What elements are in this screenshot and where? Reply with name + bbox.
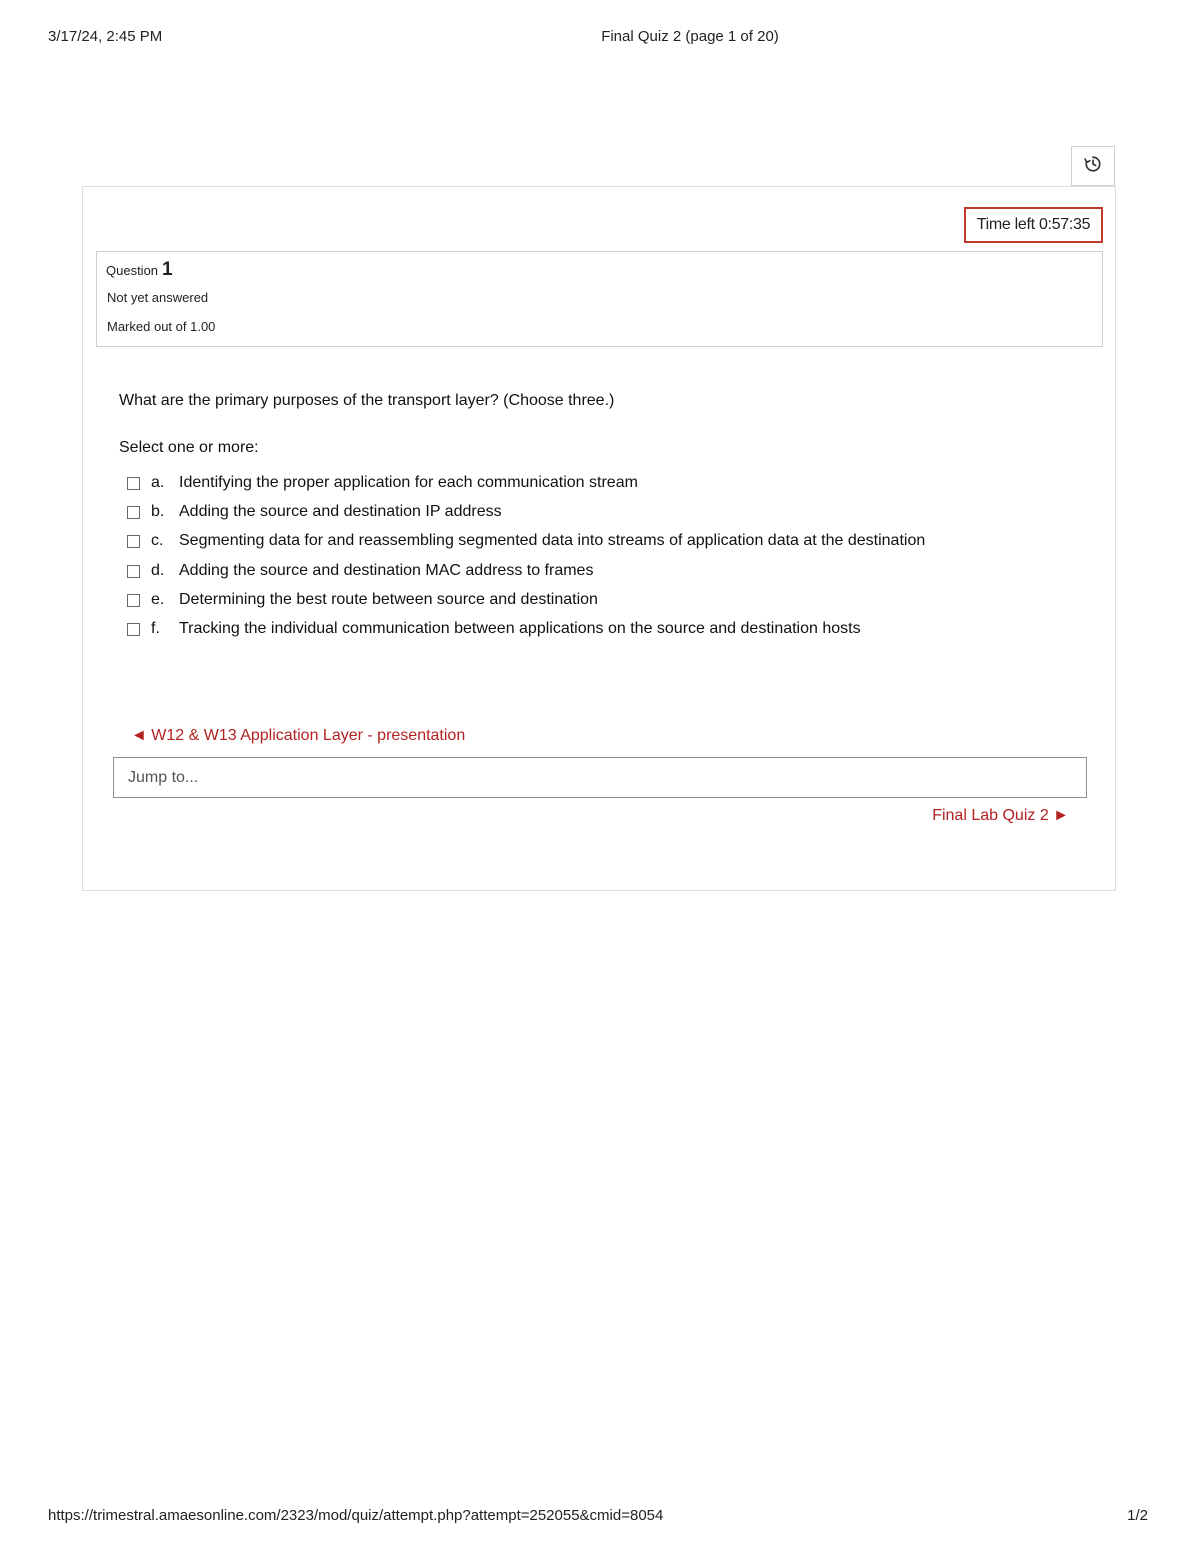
answer-text[interactable]: Tracking the individual communication between applications on the source and destination hosts [179,619,861,637]
answer-checkbox[interactable] [127,565,140,578]
answer-text[interactable]: Segmenting data for and reassembling segmented data into streams of application data at the destination [179,532,926,550]
answer-option-d[interactable] [127,561,1087,590]
answer-text[interactable]: Adding the source and destination MAC address to frames [179,561,594,579]
answer-option-b[interactable] [127,502,1087,531]
answer-list [127,473,1087,648]
answer-text[interactable]: Adding the source and destination IP address [179,503,502,521]
question-number: 1 [162,259,173,280]
question-label-line [106,259,173,281]
answer-checkbox[interactable] [127,535,140,548]
question-grade: Marked out of 1.00 [107,319,216,334]
answer-letter: c. [151,532,164,550]
jump-to-placeholder: Jump to... [128,768,199,786]
answer-letter: b. [151,503,165,521]
answer-option-e[interactable] [127,590,1087,619]
answer-text[interactable]: Identifying the proper application for each communication stream [179,474,638,491]
print-datetime: 3/17/24, 2:45 PM [48,28,163,45]
answer-option-c[interactable] [127,531,1087,560]
answer-checkbox[interactable] [127,623,140,636]
answer-checkbox[interactable] [127,594,140,607]
answer-letter: d. [151,561,165,579]
jump-to-select[interactable] [113,757,1087,798]
history-button[interactable] [1071,146,1115,186]
answer-letter: e. [151,590,165,608]
print-page-title: Final Quiz 2 (page 1 of 20) [601,28,779,45]
next-activity-link[interactable]: Final Lab Quiz 2 ► [932,807,1069,824]
time-left-timer: Time left 0:57:35 [964,207,1103,243]
question-label: Question [106,263,159,278]
print-page-number: 1/2 [1127,1507,1148,1524]
print-url: https://trimestral.amaesonline.com/2323/mod/quiz/attempt.php?attempt=252055&cmid=8054 [48,1507,664,1524]
answer-letter: f. [151,619,160,637]
previous-activity-link[interactable]: ◄ W12 & W13 Application Layer - presentation [131,727,466,744]
answer-letter: a. [151,474,165,491]
answer-checkbox[interactable] [127,477,140,490]
history-icon [1084,155,1102,177]
answer-prompt: Select one or more: [119,439,259,456]
question-state: Not yet answered [107,290,209,305]
answer-option-f[interactable] [127,619,1087,648]
answer-option-a[interactable] [127,473,1087,502]
answer-text[interactable]: Determining the best route between source and destination [179,590,598,608]
answer-checkbox[interactable] [127,506,140,519]
question-info-box [96,251,1103,347]
quiz-panel [82,186,1116,891]
question-text: What are the primary purposes of the transport layer? (Choose three.) [119,392,615,409]
